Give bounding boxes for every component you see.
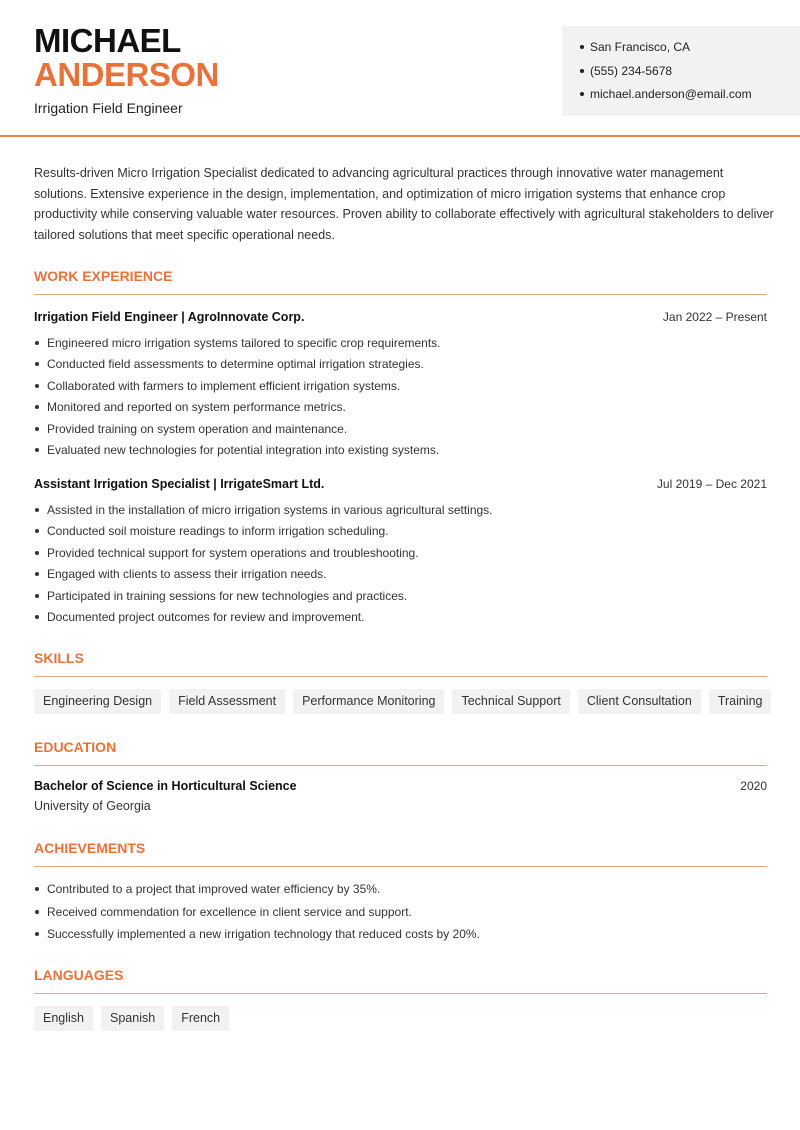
education-school: University of Georgia [34, 799, 151, 813]
job-role: Irrigation Field Engineer | AgroInnovate Corp. [34, 310, 305, 324]
list-item: Participated in training sessions for new technologies and practices. [34, 589, 767, 610]
section-title-education: EDUCATION [34, 739, 767, 766]
languages-tags [34, 1006, 229, 1031]
contact-location: San Francisco, CA [580, 40, 800, 64]
list-item: Monitored and reported on system performance metrics. [34, 400, 767, 421]
contact-phone: (555) 234-5678 [580, 64, 800, 88]
list-item: Successfully implemented a new irrigation technology that reduced costs by 20%. [34, 927, 767, 950]
contact-email: michael.anderson@email.com [580, 87, 800, 111]
list-item: Conducted field assessments to determine optimal irrigation strategies. [34, 357, 767, 378]
last-name: ANDERSON [34, 56, 219, 93]
list-item: Engineered micro irrigation systems tailored to specific crop requirements. [34, 336, 767, 357]
section-title-languages: LANGUAGES [34, 967, 767, 994]
skill-tag: Performance Monitoring [293, 689, 444, 714]
section-title-achievements: ACHIEVEMENTS [34, 840, 767, 867]
skill-tag: Training [709, 689, 772, 714]
section-title-work: WORK EXPERIENCE [34, 268, 767, 295]
job-bullets [34, 336, 767, 464]
list-item: Assisted in the installation of micro irrigation systems in various agricultural settings. [34, 503, 767, 524]
job-header [34, 310, 767, 328]
job-dates: Jul 2019 – Dec 2021 [656, 477, 767, 491]
language-tag: Spanish [101, 1006, 164, 1031]
list-item: Received commendation for excellence in client service and support. [34, 905, 767, 928]
job-header [34, 477, 767, 495]
job-title: Irrigation Field Engineer [34, 100, 183, 116]
list-item: Documented project outcomes for review and improvement. [34, 610, 767, 631]
education-degree: Bachelor of Science in Horticultural Science [34, 779, 297, 793]
job-bullets [34, 503, 767, 631]
section-title-skills: SKILLS [34, 650, 767, 677]
contact-box [562, 26, 800, 116]
list-item: Evaluated new technologies for potential integration into existing systems. [34, 443, 767, 464]
list-item: Contributed to a project that improved water efficiency by 35%. [34, 882, 767, 905]
job-dates: Jan 2022 – Present [662, 310, 767, 324]
list-item: Provided training on system operation and maintenance. [34, 422, 767, 443]
language-tag: English [34, 1006, 93, 1031]
skills-tags [34, 689, 771, 714]
summary: Results-driven Micro Irrigation Specialist dedicated to advancing agricultural practices through innovative water management solutions. Extensive experience in the design, implementation, and optimization of micro irrigation systems that enhance crop productivity while conserving valuable water resources. Proven ability to collaborate effectively with agricultural stakeholders to deliver tailored solutions that meet specific operational needs. [34, 166, 774, 243]
skill-tag: Client Consultation [578, 689, 701, 714]
first-name: MICHAEL [34, 22, 181, 59]
list-item: Provided technical support for system operations and troubleshooting. [34, 546, 767, 567]
achievements-list [34, 882, 767, 950]
skill-tag: Technical Support [452, 689, 569, 714]
skill-tag: Engineering Design [34, 689, 161, 714]
list-item: Collaborated with farmers to implement efficient irrigation systems. [34, 379, 767, 400]
job-role: Assistant Irrigation Specialist | IrrigateSmart Ltd. [34, 477, 325, 491]
resume-header [0, 0, 800, 137]
language-tag: French [172, 1006, 229, 1031]
education-year: 2020 [740, 779, 767, 793]
skill-tag: Field Assessment [169, 689, 285, 714]
list-item: Conducted soil moisture readings to inform irrigation scheduling. [34, 524, 767, 545]
list-item: Engaged with clients to assess their irrigation needs. [34, 567, 767, 588]
